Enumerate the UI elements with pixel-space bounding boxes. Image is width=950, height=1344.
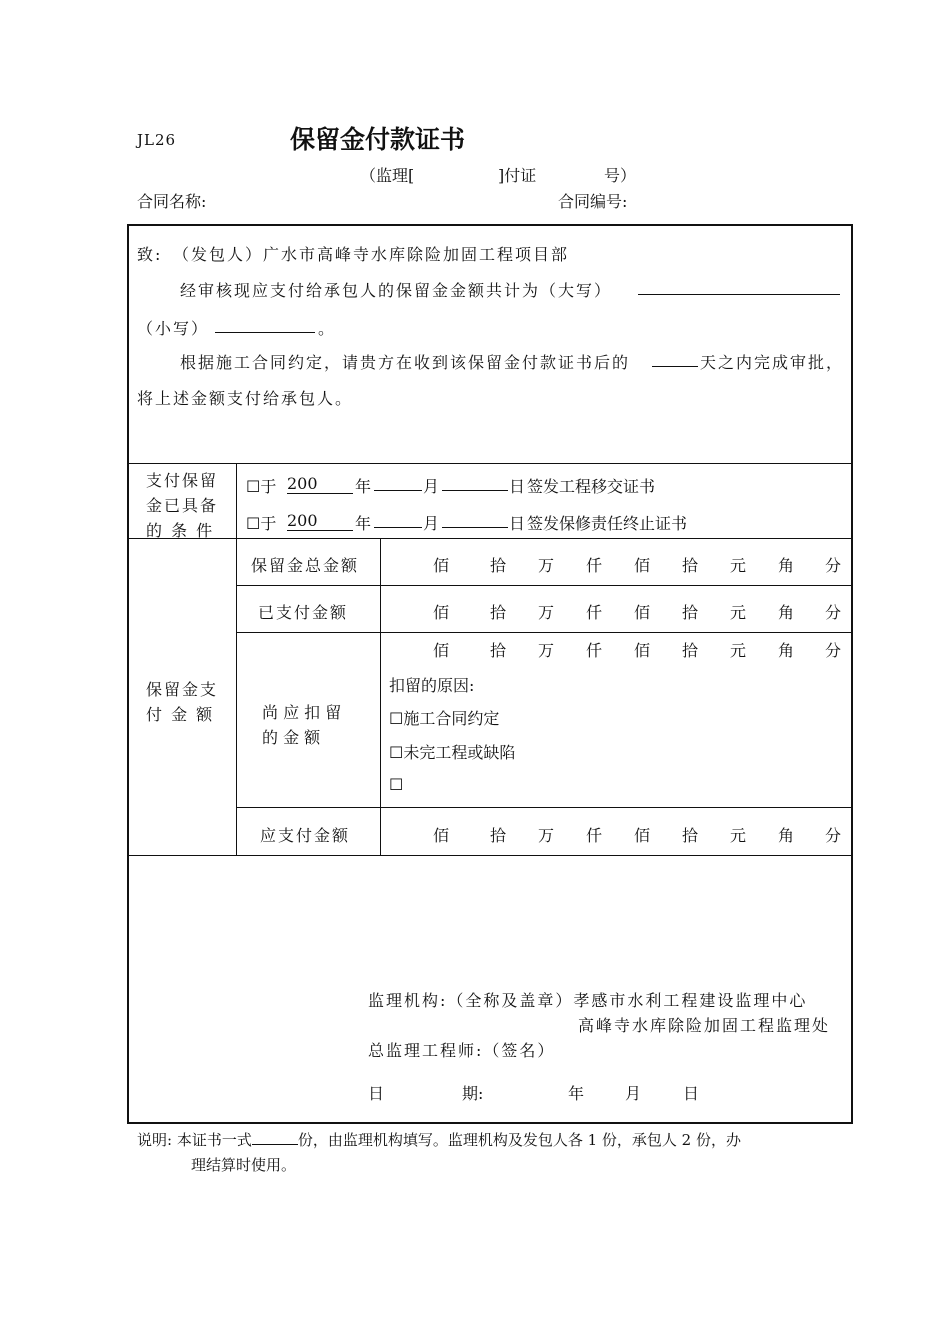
money-unit: 拾 bbox=[682, 603, 699, 622]
year-value: 200 bbox=[287, 511, 353, 531]
day-blank bbox=[442, 513, 508, 528]
retained-amount-label: 尚 应 扣 留 bbox=[262, 703, 342, 722]
money-unit: 角 bbox=[778, 556, 795, 575]
money-unit: 佰 bbox=[433, 641, 450, 660]
footnote bbox=[137, 1129, 741, 1150]
reason-item bbox=[389, 706, 499, 729]
money-unit: 分 bbox=[825, 556, 842, 575]
money-unit: 角 bbox=[778, 641, 795, 660]
money-unit: 仟 bbox=[586, 641, 603, 660]
money-unit: 佰 bbox=[634, 826, 651, 845]
date-year: 年 bbox=[568, 1084, 585, 1103]
condition-warranty bbox=[246, 511, 276, 534]
conditions-label: 的 条 件 bbox=[146, 521, 215, 540]
retained-amount-label: 的 金 额 bbox=[262, 728, 321, 747]
money-unit: 佰 bbox=[634, 641, 651, 660]
money-unit: 佰 bbox=[634, 556, 651, 575]
money-unit: 万 bbox=[538, 826, 555, 845]
money-unit: 仟 bbox=[586, 826, 603, 845]
checkbox[interactable]: ☐ bbox=[389, 775, 404, 794]
day-unit: 日 bbox=[509, 514, 526, 533]
amount-figures-end: 。 bbox=[318, 319, 335, 338]
conditions-label: 支付保留 bbox=[146, 471, 219, 490]
reason-item bbox=[389, 740, 515, 763]
amount-figures-blank bbox=[215, 318, 315, 333]
year-unit: 年 bbox=[355, 477, 372, 496]
condition-prefix: 于 bbox=[260, 477, 277, 496]
amount-words-label: 经审核现应支付给承包人的保留金金额共计为（大写） bbox=[180, 281, 613, 300]
divider bbox=[236, 585, 853, 586]
month-blank bbox=[374, 513, 422, 528]
condition-prefix: 于 bbox=[260, 514, 277, 533]
date-day: 日 bbox=[683, 1084, 700, 1103]
paid-amount-units bbox=[380, 600, 853, 622]
footnote-suffix: 份，由监理机构填写。监理机构及发包人各 1 份，承包人 2 份，办 bbox=[297, 1131, 741, 1149]
divider bbox=[236, 807, 853, 808]
paid-amount-label: 已支付金额 bbox=[258, 603, 349, 622]
money-unit: 万 bbox=[538, 556, 555, 575]
money-unit: 拾 bbox=[490, 641, 507, 660]
retained-amount-units bbox=[380, 638, 853, 660]
divider bbox=[127, 855, 853, 856]
money-unit: 仟 bbox=[586, 603, 603, 622]
to-recipient: （发包人）广水市高峰寺水库除险加固工程项目部 bbox=[173, 245, 570, 264]
money-unit: 拾 bbox=[682, 556, 699, 575]
total-amount-label: 保留金总金额 bbox=[251, 556, 360, 575]
day-blank bbox=[442, 476, 508, 491]
checkbox[interactable]: ☐ bbox=[389, 743, 404, 762]
reason-item bbox=[389, 775, 403, 794]
condition-text: 签发保修责任终止证书 bbox=[527, 514, 688, 533]
money-unit: 元 bbox=[730, 556, 747, 575]
payable-amount-label: 应支付金额 bbox=[260, 826, 351, 845]
money-unit: 佰 bbox=[634, 603, 651, 622]
money-unit: 元 bbox=[730, 603, 747, 622]
money-unit: 元 bbox=[730, 641, 747, 660]
money-unit: 角 bbox=[778, 826, 795, 845]
month-blank bbox=[374, 476, 422, 491]
day-unit: 日 bbox=[509, 477, 526, 496]
contract-name-label: 合同名称: bbox=[137, 192, 207, 211]
checkbox[interactable]: ☐ bbox=[389, 709, 404, 728]
money-unit: 拾 bbox=[490, 603, 507, 622]
payable-amount-units bbox=[380, 823, 853, 845]
money-unit: 拾 bbox=[682, 826, 699, 845]
checkbox[interactable]: ☐ bbox=[246, 477, 261, 496]
money-unit: 拾 bbox=[490, 826, 507, 845]
amount-figures-label: （小写） bbox=[137, 319, 210, 338]
cert-no-close: 号） bbox=[604, 166, 637, 185]
approval-text: 根据施工合同约定，请贵方在收到该保留金付款证书后的 bbox=[180, 353, 631, 372]
money-unit: 拾 bbox=[682, 641, 699, 660]
money-unit: 分 bbox=[825, 641, 842, 660]
amounts-group-label: 付 金 额 bbox=[146, 705, 215, 724]
total-amount-units bbox=[380, 553, 853, 575]
condition-text: 签发工程移交证书 bbox=[527, 477, 656, 496]
money-unit: 佰 bbox=[433, 826, 450, 845]
checkbox[interactable]: ☐ bbox=[246, 514, 261, 533]
month-unit: 月 bbox=[423, 514, 440, 533]
year-value: 200 bbox=[287, 474, 353, 494]
money-unit: 佰 bbox=[433, 603, 450, 622]
copies-blank bbox=[252, 1131, 298, 1145]
amount-words-blank bbox=[638, 280, 840, 295]
date-label: 日 bbox=[368, 1084, 385, 1103]
money-unit: 分 bbox=[825, 826, 842, 845]
money-unit: 万 bbox=[538, 603, 555, 622]
days-blank bbox=[652, 352, 698, 367]
date-label: 期: bbox=[462, 1084, 484, 1103]
divider bbox=[236, 632, 853, 633]
supervision-org-line2: 高峰寺水库除险加固工程监理处 bbox=[578, 1016, 831, 1035]
footnote-prefix: 说明: 本证书一式 bbox=[137, 1131, 252, 1149]
divider bbox=[380, 538, 381, 855]
chief-engineer-label: 总监理工程师:（签名） bbox=[368, 1041, 556, 1060]
supervision-org: 监理机构:（全称及盖章）孝感市水利工程建设监理中心 bbox=[368, 991, 808, 1010]
conditions-label: 金已具备 bbox=[146, 496, 219, 515]
form-code: JL26 bbox=[137, 131, 177, 149]
money-unit: 佰 bbox=[433, 556, 450, 575]
cert-no-open: （监理[ bbox=[360, 166, 415, 185]
divider bbox=[236, 463, 237, 855]
to-label: 致: bbox=[137, 245, 163, 264]
condition-handover bbox=[246, 474, 276, 497]
reason-text: 施工合同约定 bbox=[403, 709, 500, 728]
year-unit: 年 bbox=[355, 514, 372, 533]
contract-number-label: 合同编号: bbox=[558, 192, 628, 211]
money-unit: 分 bbox=[825, 603, 842, 622]
page-title: 保留金付款证书 bbox=[290, 125, 466, 154]
money-unit: 元 bbox=[730, 826, 747, 845]
pay-to-contractor-text: 将上述金额支付给承包人。 bbox=[137, 389, 354, 408]
month-unit: 月 bbox=[423, 477, 440, 496]
approval-text-end: 天之内完成审批， bbox=[700, 353, 845, 372]
amounts-group-label: 保留金支 bbox=[146, 680, 219, 699]
money-unit: 拾 bbox=[490, 556, 507, 575]
money-unit: 仟 bbox=[586, 556, 603, 575]
cert-no-mid: ]付证 bbox=[498, 166, 537, 185]
date-month: 月 bbox=[625, 1084, 642, 1103]
money-unit: 万 bbox=[538, 641, 555, 660]
footnote-line2: 理结算时使用。 bbox=[191, 1156, 297, 1174]
reason-text: 未完工程或缺陷 bbox=[403, 743, 516, 762]
reason-title: 扣留的原因: bbox=[389, 676, 475, 695]
money-unit: 角 bbox=[778, 603, 795, 622]
